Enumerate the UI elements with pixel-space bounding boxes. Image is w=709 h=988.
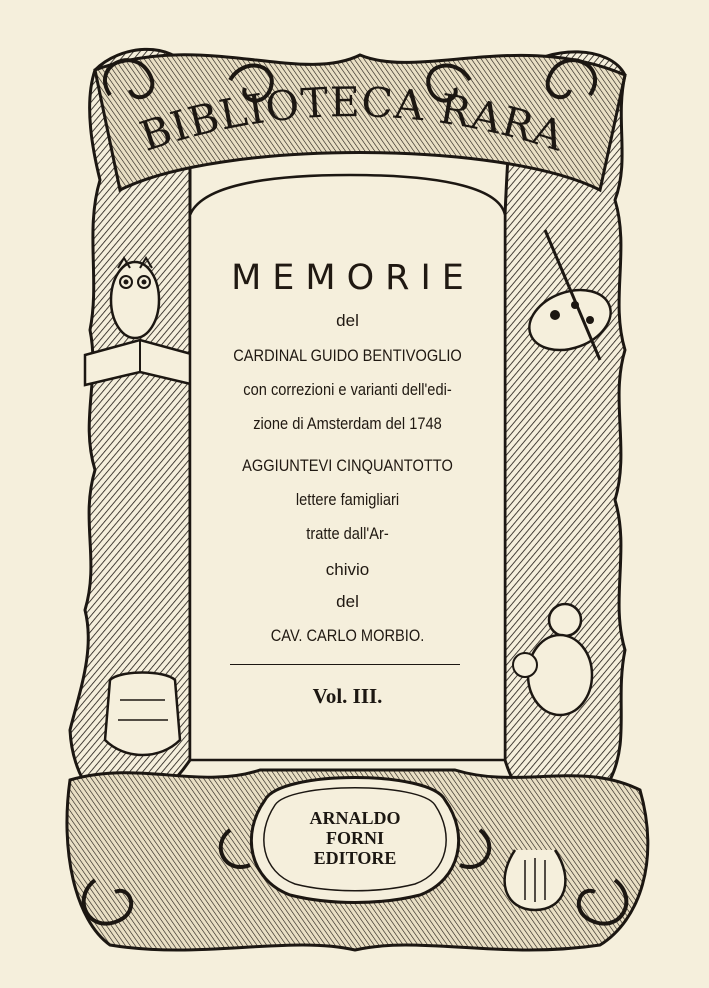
divider <box>230 664 460 665</box>
title-panel <box>190 215 505 760</box>
publisher-line-3: EDITORE <box>313 848 397 868</box>
series-title: BIBLIOTECA RARA <box>134 78 571 161</box>
subtitle-line-2: zione di Amsterdam del 1748 <box>253 414 442 433</box>
lyre-icon <box>505 850 566 910</box>
author-name: CARDINAL GUIDO BENTIVOGLIO <box>233 346 462 365</box>
subtitle-line-3: AGGIUNTEVI CINQUANTOTTO <box>242 456 453 475</box>
subtitle-line-1: con correzioni e varianti dell'edi- <box>243 380 452 399</box>
publisher-line-1: ARNALDO <box>309 808 401 828</box>
publisher-line-2: FORNI <box>326 828 384 848</box>
volume-label: Vol. III. <box>312 684 383 708</box>
subtitle-line-4: lettere famigliari <box>295 490 400 509</box>
book-title: MEMORIE <box>231 258 475 298</box>
line-del-2: del <box>336 592 359 611</box>
editor-name: CAV. CARLO MORBIO. <box>270 626 425 645</box>
line-del-1: del <box>336 311 359 330</box>
subtitle-line-5: tratte dall'Ar- <box>306 524 389 543</box>
armor-icon <box>105 673 180 756</box>
subtitle-line-6: chivio <box>325 560 370 579</box>
publisher-cartouche <box>293 808 417 868</box>
